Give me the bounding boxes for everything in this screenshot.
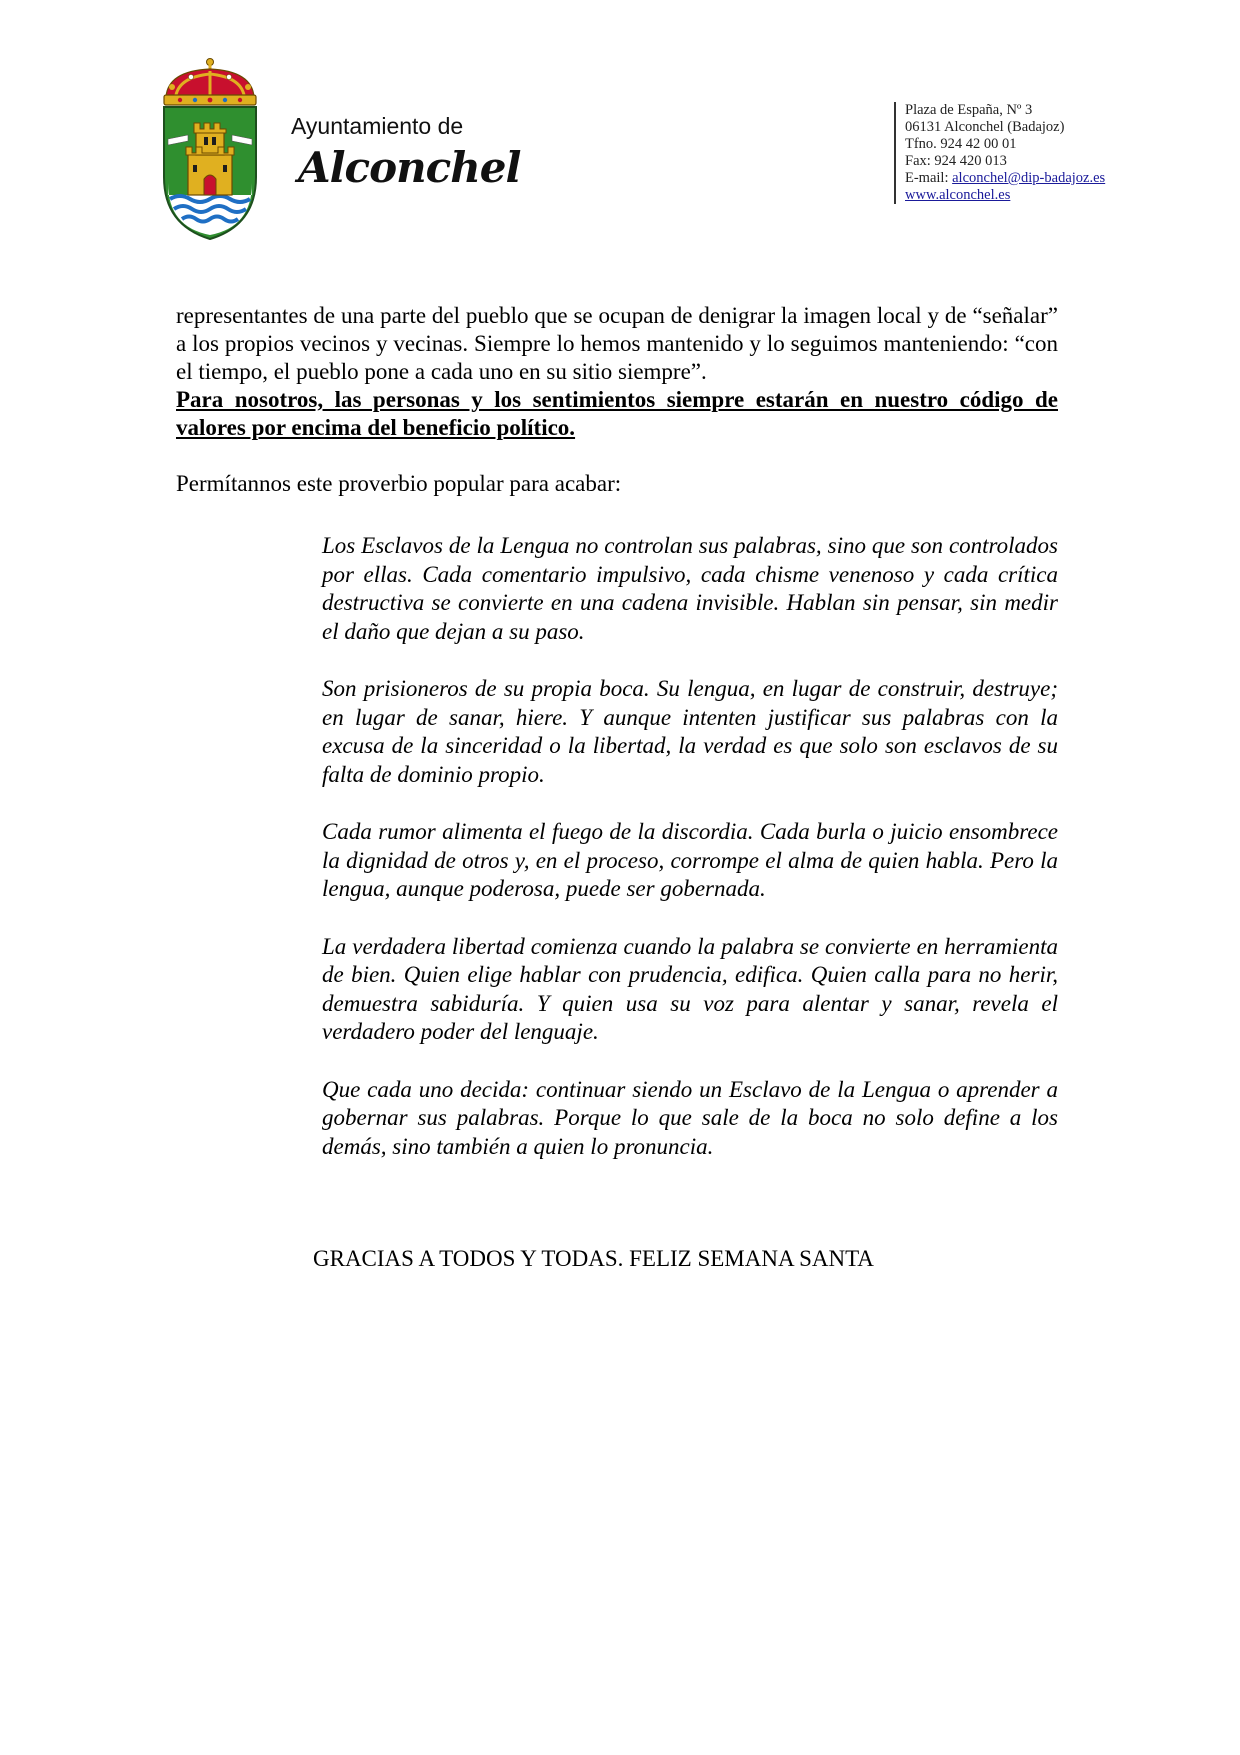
- letter-body: [176, 302, 1058, 498]
- contact-fax: Fax: 924 420 013: [905, 153, 1007, 169]
- shield-icon: [164, 107, 256, 239]
- contact-website-link[interactable]: www.alconchel.es: [905, 187, 1011, 203]
- contact-phone: Tfno. 924 42 00 01: [905, 136, 1017, 152]
- closing-line: GRACIAS A TODOS Y TODAS. FELIZ SEMANA SANTA: [313, 1246, 874, 1271]
- proverb-intro: Permítannos este proverbio popular para acabar:: [176, 471, 622, 496]
- paragraph-1: representantes de una parte del pueblo que se ocupan de denigrar la imagen local y de “señalar” a los propios vecinos y vecinas. Siempre lo hemos mantenido y lo seguimos manteniendo: “con el tiempo, el pueblo pone a cada uno en su sitio siempre”.: [176, 303, 1058, 384]
- contact-block: [894, 102, 1105, 204]
- quote-paragraph: La verdadera libertad comienza cuando la palabra se convierte en herramienta de bien. Quien elige hablar con prudencia, edifica. Quien calla para no herir, demuestra sabiduría. Y quien usa su voz para alentar y sanar, revela el verdadero poder del lenguaje.: [322, 933, 1058, 1044]
- bold-statement: Para nosotros, las personas y los sentimientos siempre estarán en nuestro código de valores por encima del beneficio político.: [176, 387, 1058, 440]
- quote-paragraph: Son prisioneros de su propia boca. Su lengua, en lugar de construir, destruye; en lugar de sanar, hiere. Y aunque intenten justificar sus palabras con la excusa de la sinceridad o la libertad, la verdad es que solo son esclavos de su falta de dominio propio.: [322, 676, 1058, 787]
- quote-paragraph: Cada rumor alimenta el fuego de la discordia. Cada burla o juicio ensombrece la dignidad de otros y, en el proceso, corrompe el alma de quien habla. Pero la lengua, aunque poderosa, puede ser gobernada.: [322, 819, 1058, 901]
- contact-postal: 06131 Alconchel (Badajoz): [905, 119, 1065, 135]
- town-name: Alconchel: [298, 143, 521, 192]
- proverb-quote: [322, 532, 1058, 1190]
- contact-email-link[interactable]: alconchel@dip-badajoz.es: [952, 170, 1106, 186]
- organization-name: Ayuntamiento de: [291, 113, 464, 139]
- municipal-coat-of-arms-icon: [158, 57, 262, 241]
- crown-icon: [164, 59, 256, 106]
- quote-paragraph: Los Esclavos de la Lengua no controlan sus palabras, sino que son controlados por ellas. Cada comentario impulsivo, cada chisme venenoso y cada crítica destructiva se convierte en una cadena invisible. Hablan sin pensar, sin medir el daño que dejan a su paso.: [322, 533, 1058, 644]
- contact-address: Plaza de España, Nº 3: [905, 102, 1033, 118]
- quote-paragraph: Que cada uno decida: continuar siendo un Esclavo de la Lengua o aprender a gobernar sus palabras. Porque lo que sale de la boca no solo define a los demás, sino también a quien lo pronuncia.: [322, 1076, 1058, 1159]
- contact-email-line: [905, 170, 1105, 187]
- contact-email-label: E-mail:: [905, 170, 953, 186]
